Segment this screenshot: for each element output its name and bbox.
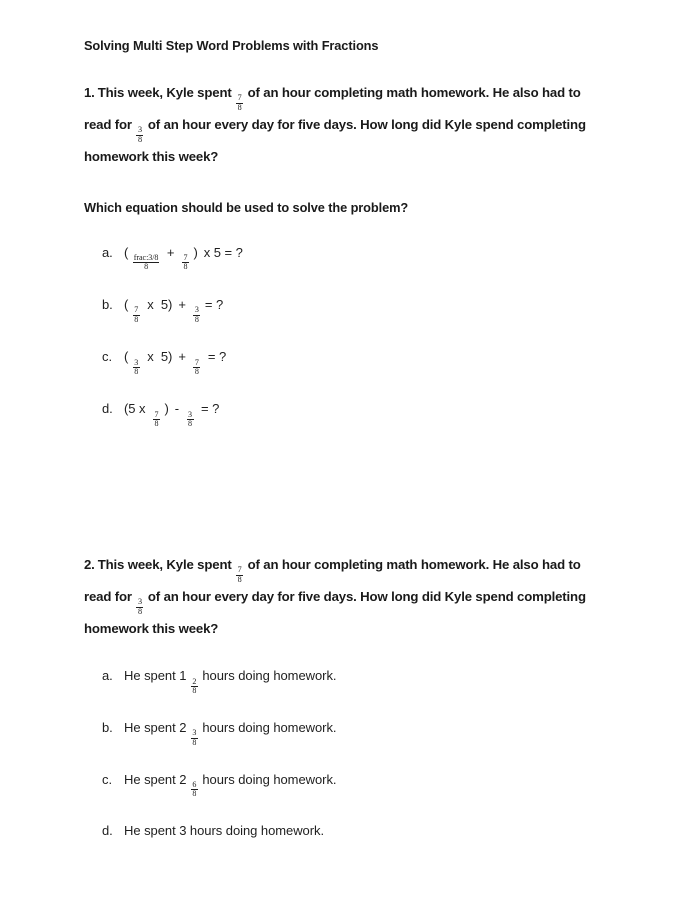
fraction-2-8: $\frac{2}{8}$: [192, 676, 197, 695]
question-1-block: [84, 81, 608, 429]
question-1-number: 1.: [84, 84, 95, 100]
fraction-3-8: $\frac{3}{8}$: [188, 409, 193, 429]
fraction-7-8: $\frac{7}{8}$: [183, 253, 188, 272]
question-1-fraction-1: $\frac{7}{8}$: [237, 93, 242, 112]
question-2-option-a[interactable]: [84, 668, 608, 696]
question-1-subprompt: Which equation should be used to solve the problem?: [84, 200, 409, 216]
question-2-block: [84, 553, 608, 839]
option-letter: c.: [102, 349, 113, 365]
question-1-option-d[interactable]: [84, 401, 608, 429]
section-spacer: [84, 454, 608, 553]
question-2-fraction-2: $\frac{3}{8}$: [137, 597, 142, 616]
option-letter: b.: [102, 296, 113, 312]
fraction-3-8: $\frac{3}{8}$: [134, 357, 139, 376]
option-prefix: He spent 2: [124, 719, 187, 735]
option-suffix: hours doing homework.: [202, 719, 337, 735]
question-2-option-c[interactable]: [84, 772, 608, 800]
question-2-stem: [84, 553, 608, 641]
question-1-option-b[interactable]: [84, 297, 608, 325]
option-equation: ( $\frac{3}{8}$ x 5) + $\frac{7}{8}$ = ?: [124, 349, 227, 376]
option-equation: ( $\frac{7}{8}$ x 5) + $\frac{3}{8}$ = ?: [124, 296, 224, 324]
question-2-fraction-1: $\frac{7}{8}$: [237, 565, 242, 584]
question-2-stem-part1: This week, Kyle spent: [97, 556, 232, 572]
option-letter: d.: [102, 401, 113, 417]
fraction-3-8: $\frac{3}{8}$: [194, 305, 199, 324]
fraction-6-8: $\frac{6}{8}$: [192, 780, 197, 799]
option-text: [124, 720, 336, 748]
question-1-stem-part2: of an hour completing math homework. He also had to read for: [84, 84, 581, 132]
question-2-number: 2.: [84, 556, 95, 572]
question-1-option-c[interactable]: [84, 349, 608, 377]
option-suffix: hours doing homework.: [202, 771, 337, 787]
page-title: Solving Multi Step Word Problems with Fractions: [84, 38, 379, 53]
fraction-3-8: $\frac{\text{frac:3/8}}{8}$: [133, 253, 159, 272]
question-1-fraction-2: $\frac{3}{8}$: [137, 125, 142, 144]
option-letter: a.: [102, 244, 113, 260]
question-1-options: [84, 245, 608, 429]
fraction-7-8: $\frac{7}{8}$: [134, 305, 139, 324]
option-suffix: hours doing homework.: [202, 668, 337, 684]
question-1-stem: [84, 81, 608, 169]
option-equation: ( $\frac{\text{frac:3/8}}{8}$ + $\frac{7}{8}$ ) x 5 = ?: [124, 244, 243, 272]
question-1-option-a[interactable]: [84, 245, 608, 273]
question-2-option-d[interactable]: [84, 823, 608, 838]
question-2-stem-part3: of an hour every day for five days. How long did Kyle spend completing homework this week?: [84, 588, 586, 636]
question-2-option-b[interactable]: [84, 720, 608, 748]
option-text: [124, 772, 336, 800]
option-text: [124, 668, 336, 696]
option-letter: c.: [102, 771, 113, 787]
option-equation: (5 x $\frac{7}{8}$ ) - $\frac{3}{8}$ = ?: [124, 401, 220, 429]
question-1-stem-part3: of an hour every day for five days. How long did Kyle spend completing homework this week?: [84, 116, 586, 164]
option-prefix: He spent 2: [124, 771, 187, 787]
question-1-stem-part1: This week, Kyle spent: [97, 84, 232, 100]
question-2-stem-part2: of an hour completing math homework. He also had to read for: [84, 556, 581, 604]
option-prefix: He spent 1: [124, 668, 187, 684]
option-letter: d.: [102, 823, 113, 839]
fraction-7-8: $\frac{7}{8}$: [194, 357, 199, 376]
fraction-7-8: $\frac{7}{8}$: [154, 409, 159, 429]
option-letter: a.: [102, 668, 113, 684]
question-2-options: [84, 668, 608, 838]
option-text: He spent 3 hours doing homework.: [124, 823, 325, 839]
fraction-3-8: $\frac{3}{8}$: [192, 728, 197, 747]
document-content: [84, 38, 608, 862]
option-letter: b.: [102, 719, 113, 735]
